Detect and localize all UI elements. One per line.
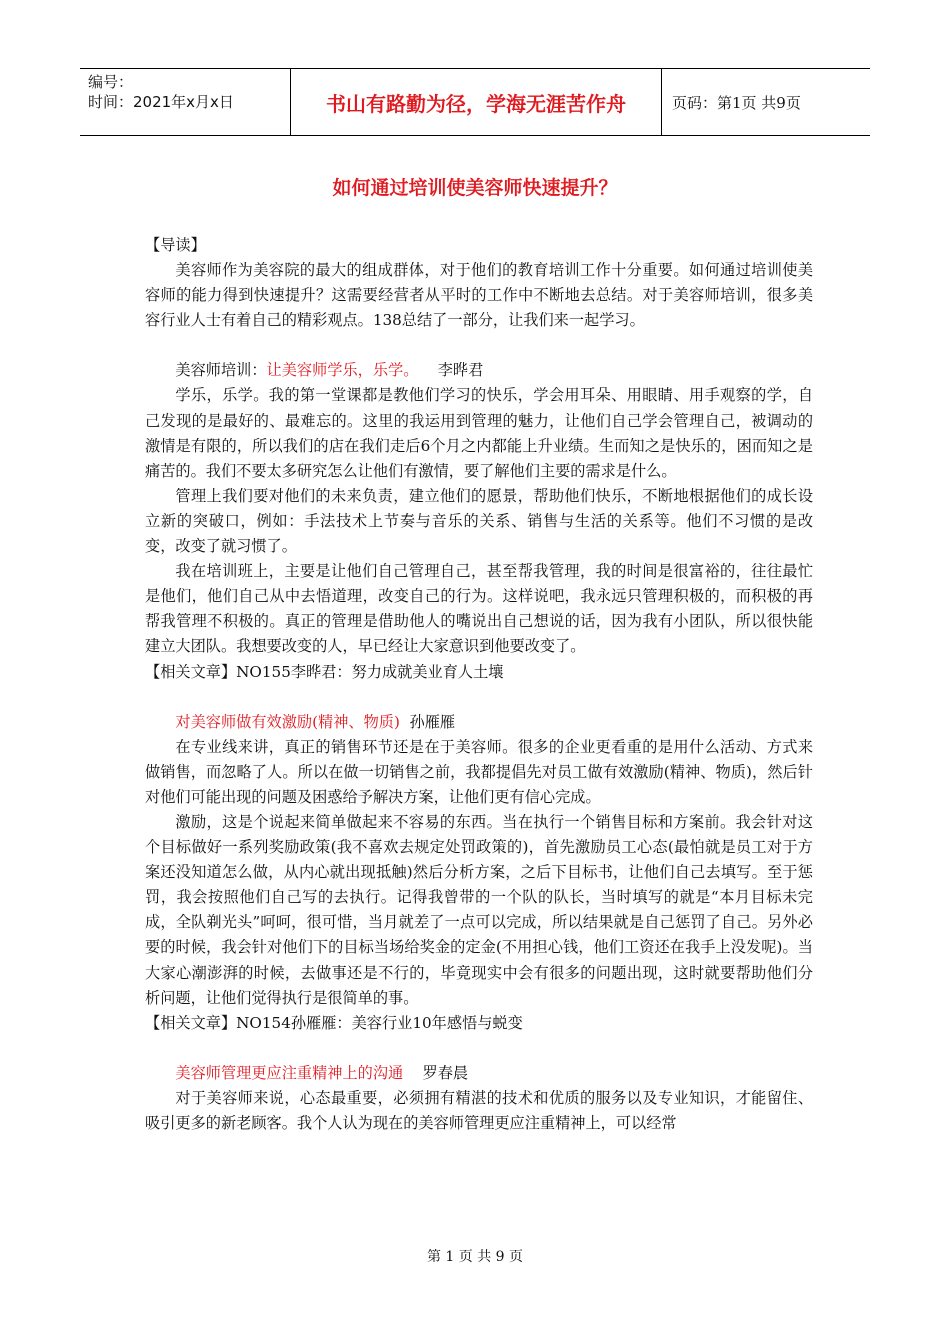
section-author: 李晔君 [437,361,484,380]
related-article-link[interactable]: 【相关文章】NO154孙雁雁：美容行业10年感悟与蜕变 [145,1013,523,1032]
page-footer: 第 1 页 共 9 页 [426,1249,524,1265]
intro-label: 【导读】 [145,236,206,254]
related-article-link[interactable]: 【相关文章】NO155李晔君：努力成就美业育人土壤 [145,662,504,681]
paragraph: 激励，这是个说起来简单做起来不容易的东西。当在执行一个销售目标和方案前。我会针对这个目标做好一系列奖励政策(我不喜欢去规定处罚政策的)，首先激励员工心态(最怕就是员工对于方案还没知道怎么做，从内心就出现抵触)然后分析方案，之后下目标书，让他们自己去填写。至于惩罚，我会按照他们自己写的去执行。记得我曾带的一个队的队长，当时填写的就是“本月目标未完成，全队剃光头”呵呵，很可惜，当月就差了一点可以完成，所以结果就是自己惩罚了自己。另外必要的时候，我会针对他们下的目标当场给奖金的定金(不用担心钱，他们工资还在我手上没发呢)。当大家心潮澎湃的时候，去做事还是不行的，毕竟现实中会有很多的问题出现，这时就要帮助他们分析问题，让他们觉得执行是很简单的事。 [145,812,813,1007]
section-heading [145,1061,813,1086]
section-title: 让美容师学乐，乐学。 [266,361,419,380]
intro-text: 美容师作为美容院的最大的组成群体，对于他们的教育培训工作十分重要。如何通过培训使美容师的能力得到快速提升？这需要经营者从平时的工作中不断地去总结。对于美容师培训，很多美容行业人士有着自己的精彩观点。138总结了一部分，让我们来一起学习。 [145,261,813,330]
date-label: 时间：2021年x月x日 [88,93,234,111]
paragraph: 在专业线来讲，真正的销售环节还是在于美容师。很多的企业更看重的是用什么活动、方式来做销售，而忽略了人。所以在做一切销售之前，我都提倡先对员工做有效激励(精神、物质)，然后针对他们可能出现的问题及困惑给予解决方案，让他们更有信心完成。 [145,737,813,806]
header-meta [80,69,290,135]
document-title: 如何通过培训使美容师快速提升？ [332,177,618,199]
section-author: 孙雁雁 [409,712,456,731]
page-header [80,68,870,136]
number-label: 编号： [88,73,134,91]
section-author: 罗春晨 [422,1063,469,1082]
header-page-info: 页码：第1页 共9页 [672,93,801,112]
section-title: 对美容师做有效激励(精神、物质) [175,712,400,731]
section-heading [145,358,813,383]
paragraph: 我在培训班上，主要是让他们自己管理自己，甚至帮我管理，我的时间是很富裕的，往往最忙是他们，他们自己从中去悟道理，改变自己的行为。这样说吧，我永远只管理积极的，而积极的再帮我管理不积极的。真正的管理是借助他人的嘴说出自己想说的话，因为我有小团队，所以很快能建立大团队。我想要改变的人，早已经让大家意识到他要改变了。 [145,562,813,656]
section-title: 美容师管理更应注重精神上的沟通 [175,1063,404,1082]
section-prefix: 美容师培训： [175,361,267,380]
header-motto: 书山有路勤为径，学海无涯苦作舟 [290,69,662,135]
paragraph: 对于美容师来说，心态最重要，必须拥有精湛的技术和优质的服务以及专业知识，才能留住、吸引更多的新老顾客。我个人认为现在的美容师管理更应注重精神上，可以经常 [145,1088,813,1132]
paragraph: 管理上我们要对他们的未来负责，建立他们的愿景，帮助他们快乐，不断地根据他们的成长设立新的突破口，例如：手法技术上节奏与音乐的关系、销售与生活的关系等。他们不习惯的是改变，改变了就习惯了。 [145,486,813,556]
section-heading [145,710,813,735]
document-body [145,233,813,1136]
paragraph: 学乐，乐学。我的第一堂课都是教他们学习的快乐，学会用耳朵、用眼睛、用手观察的学，自己发现的是最好的、最难忘的。这里的我运用到管理的魅力，让他们自己学会管理自己，被调动的激情是有限的，所以我们的店在我们走后6个月之内都能上升业绩。生而知之是快乐的，困而知之是痛苦的。我们不要太多研究怎么让他们有激情，要了解他们主要的需求是什么。 [145,386,813,480]
